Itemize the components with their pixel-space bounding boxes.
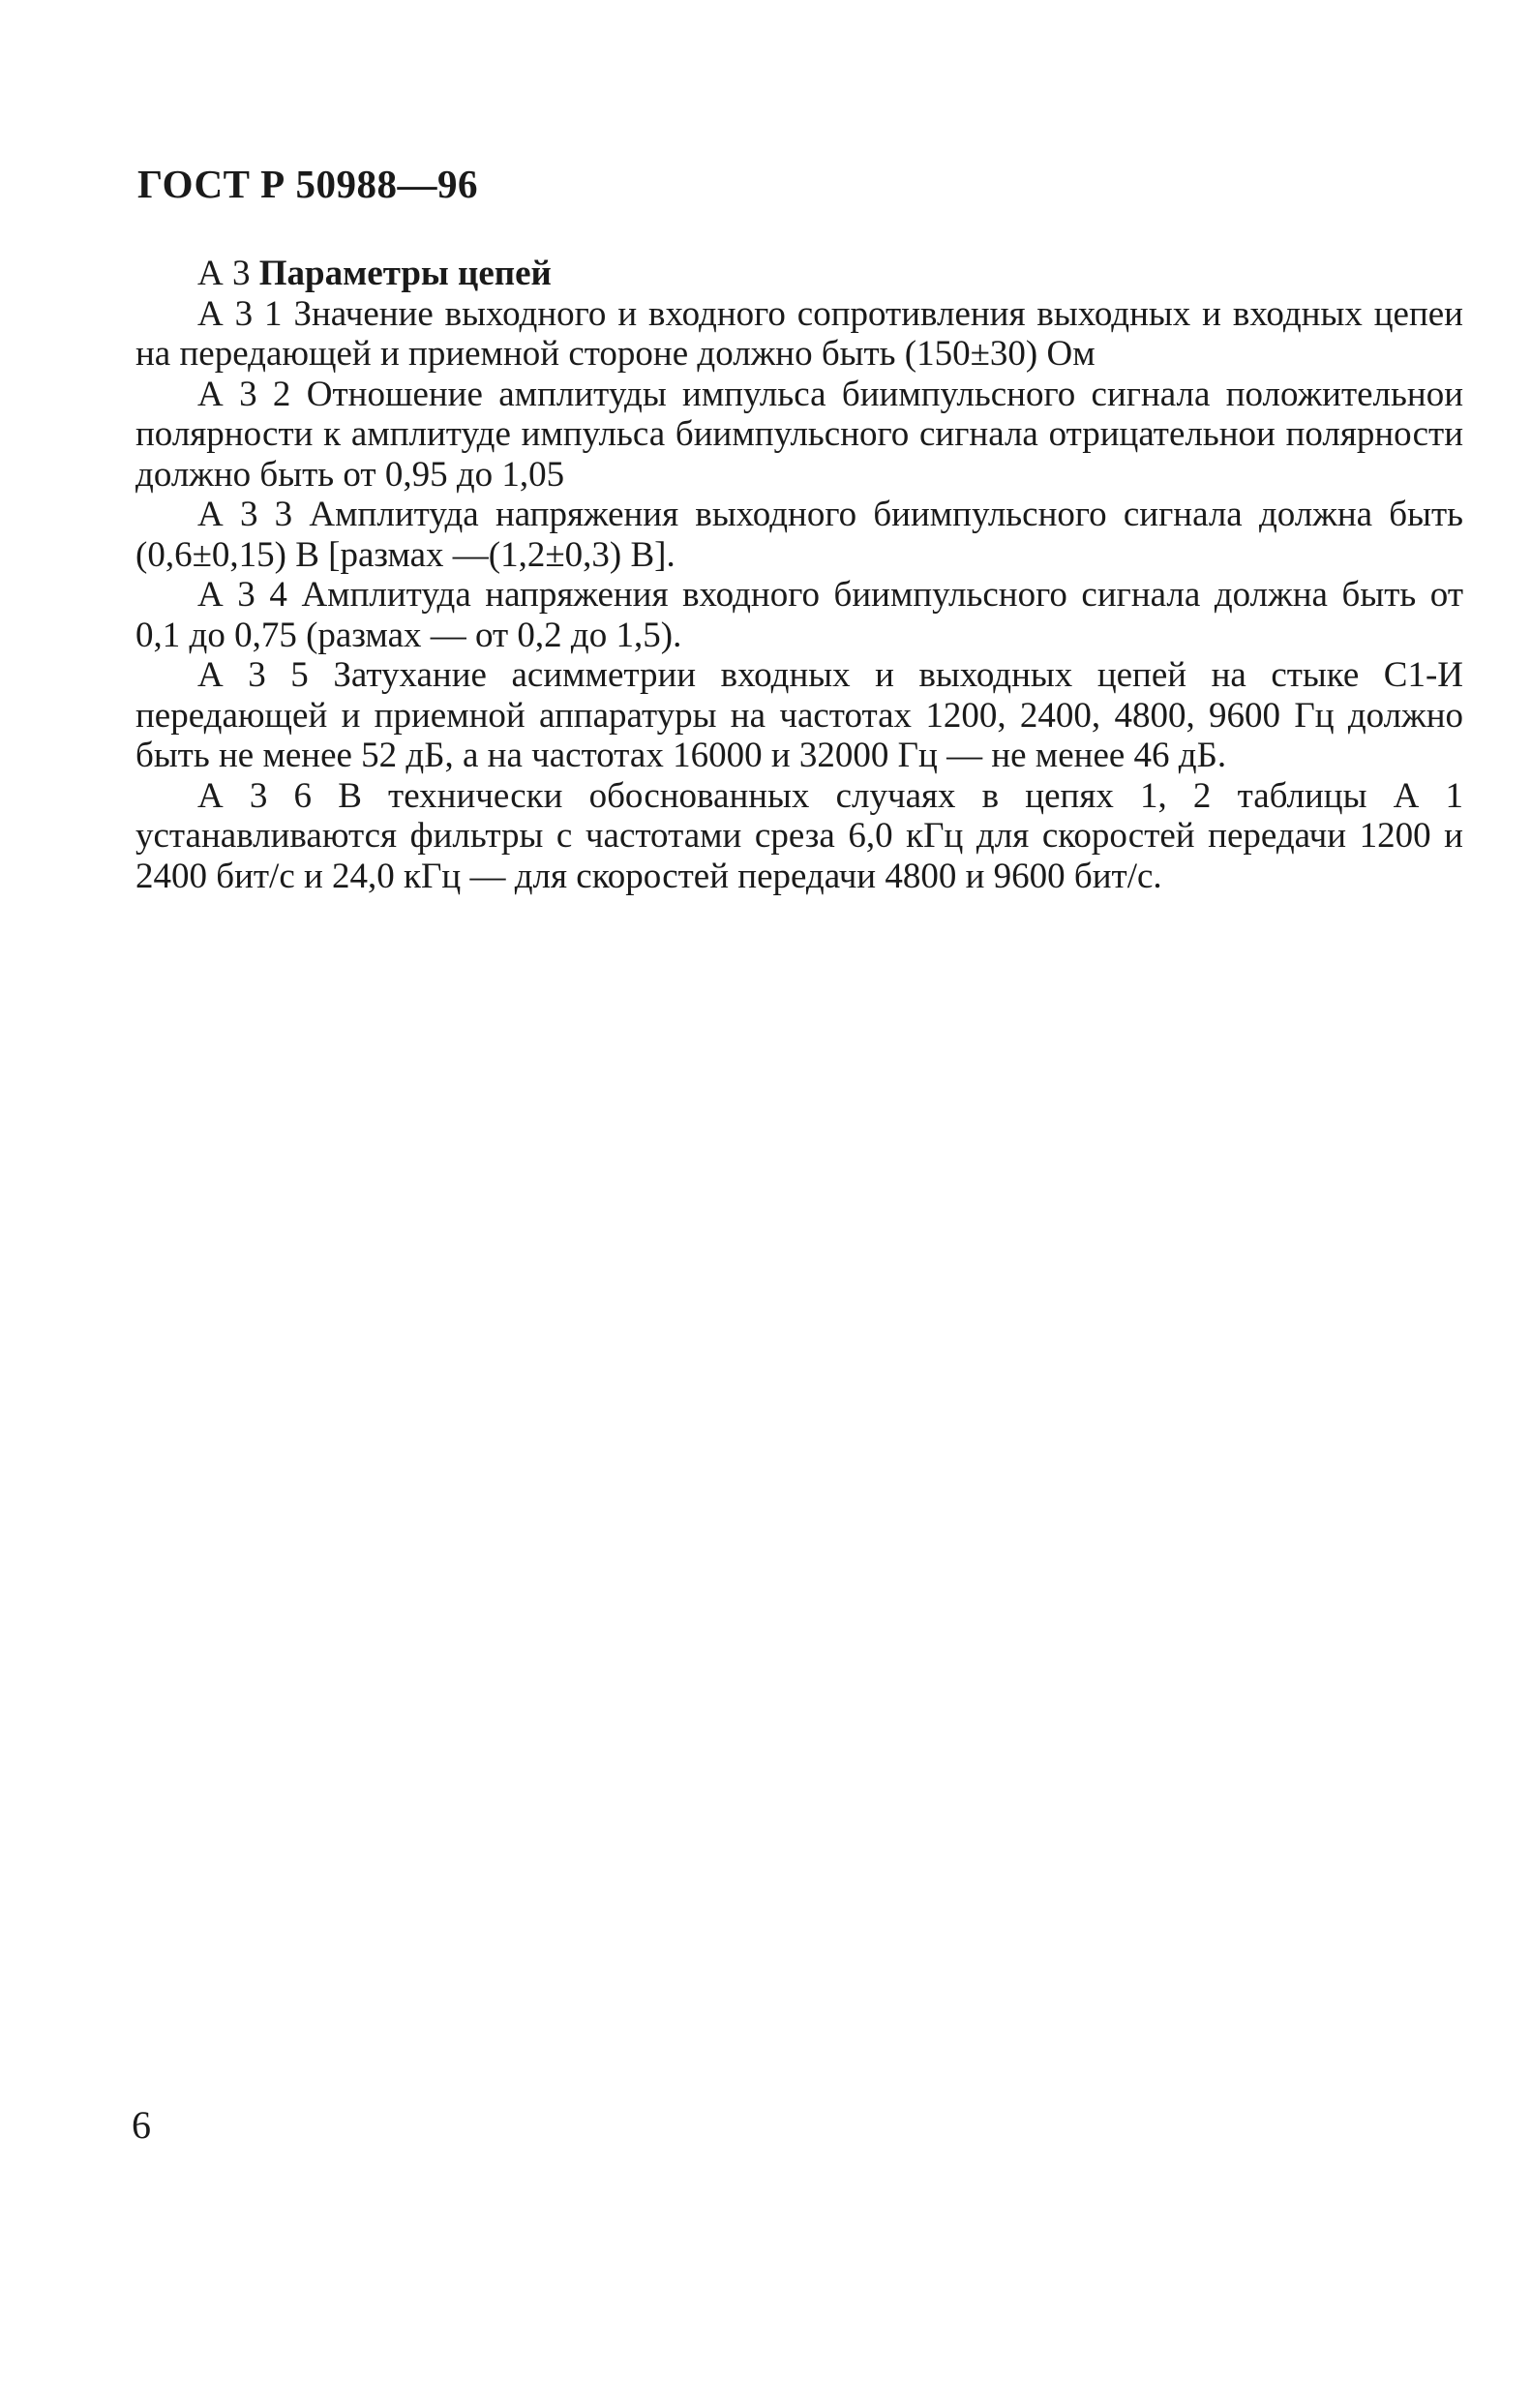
paragraph-text: Затухание асимметрии входных и выходных цепей на стыке С1-И передающей и приемной аппаратуры на частотах 1200, 2400, 4800, 9600 Гц должно быть не менее 52 дБ, а на частотах 16000 и 32000 Гц — не менее 46 дБ.	[135, 655, 1464, 775]
document-body	[135, 254, 1463, 896]
paragraph-number: А 3 5	[197, 655, 309, 695]
paragraph-a33	[135, 495, 1463, 575]
section-title: Параметры цепей	[258, 254, 552, 293]
paragraph-number: А 3 4	[197, 575, 287, 615]
paragraph-text: Амплитуда напряжения входного биимпульсного сигнала должна быть от 0,1 до 0,75 (размах — от 0,2 до 1,5).	[135, 575, 1463, 655]
paragraph-a32	[135, 375, 1463, 496]
paragraph-text: Амплитуда напряжения выходного биимпульсного сигнала должна быть (0,6±0,15) В [размах —(1,2±0,3) В].	[135, 495, 1463, 575]
page-number: 6	[132, 2103, 151, 2147]
paragraph-a31	[135, 294, 1463, 375]
paragraph-number: А 3 2	[197, 374, 291, 414]
paragraph-text: Значение выходного и входного сопротивления выходных и входных цепеи на передающей и приемной стороне должно быть (150±30) Ом	[135, 293, 1463, 374]
paragraph-text: Отношение амплитуды импульса биимпульсного сигнала положительнои полярности к амплитуде импульса биимпульсного сигнала отрицательнои полярности должно быть от 0,95 до 1,05	[135, 374, 1463, 495]
paragraph-number: А 3 3	[197, 495, 293, 534]
document-header: ГОСТ Р 50988—96	[137, 162, 478, 206]
section-heading	[135, 254, 1463, 294]
paragraph-text: В технически обоснованных случаях в цепях 1, 2 таблицы А 1 устанавливаются фильтры с частотами среза 6,0 кГц для скоростей передачи 1200 и 2400 бит/с и 24,0 кГц — для скоростей передачи 4800 и 9600 бит/с.	[135, 775, 1463, 896]
paragraph-number: А 3 1	[197, 293, 283, 334]
paragraph-a35	[135, 655, 1463, 776]
section-number: А 3	[197, 254, 251, 293]
paragraph-a36	[135, 776, 1463, 897]
paragraph-a34	[135, 575, 1463, 655]
paragraph-number: А 3 6	[197, 775, 313, 816]
